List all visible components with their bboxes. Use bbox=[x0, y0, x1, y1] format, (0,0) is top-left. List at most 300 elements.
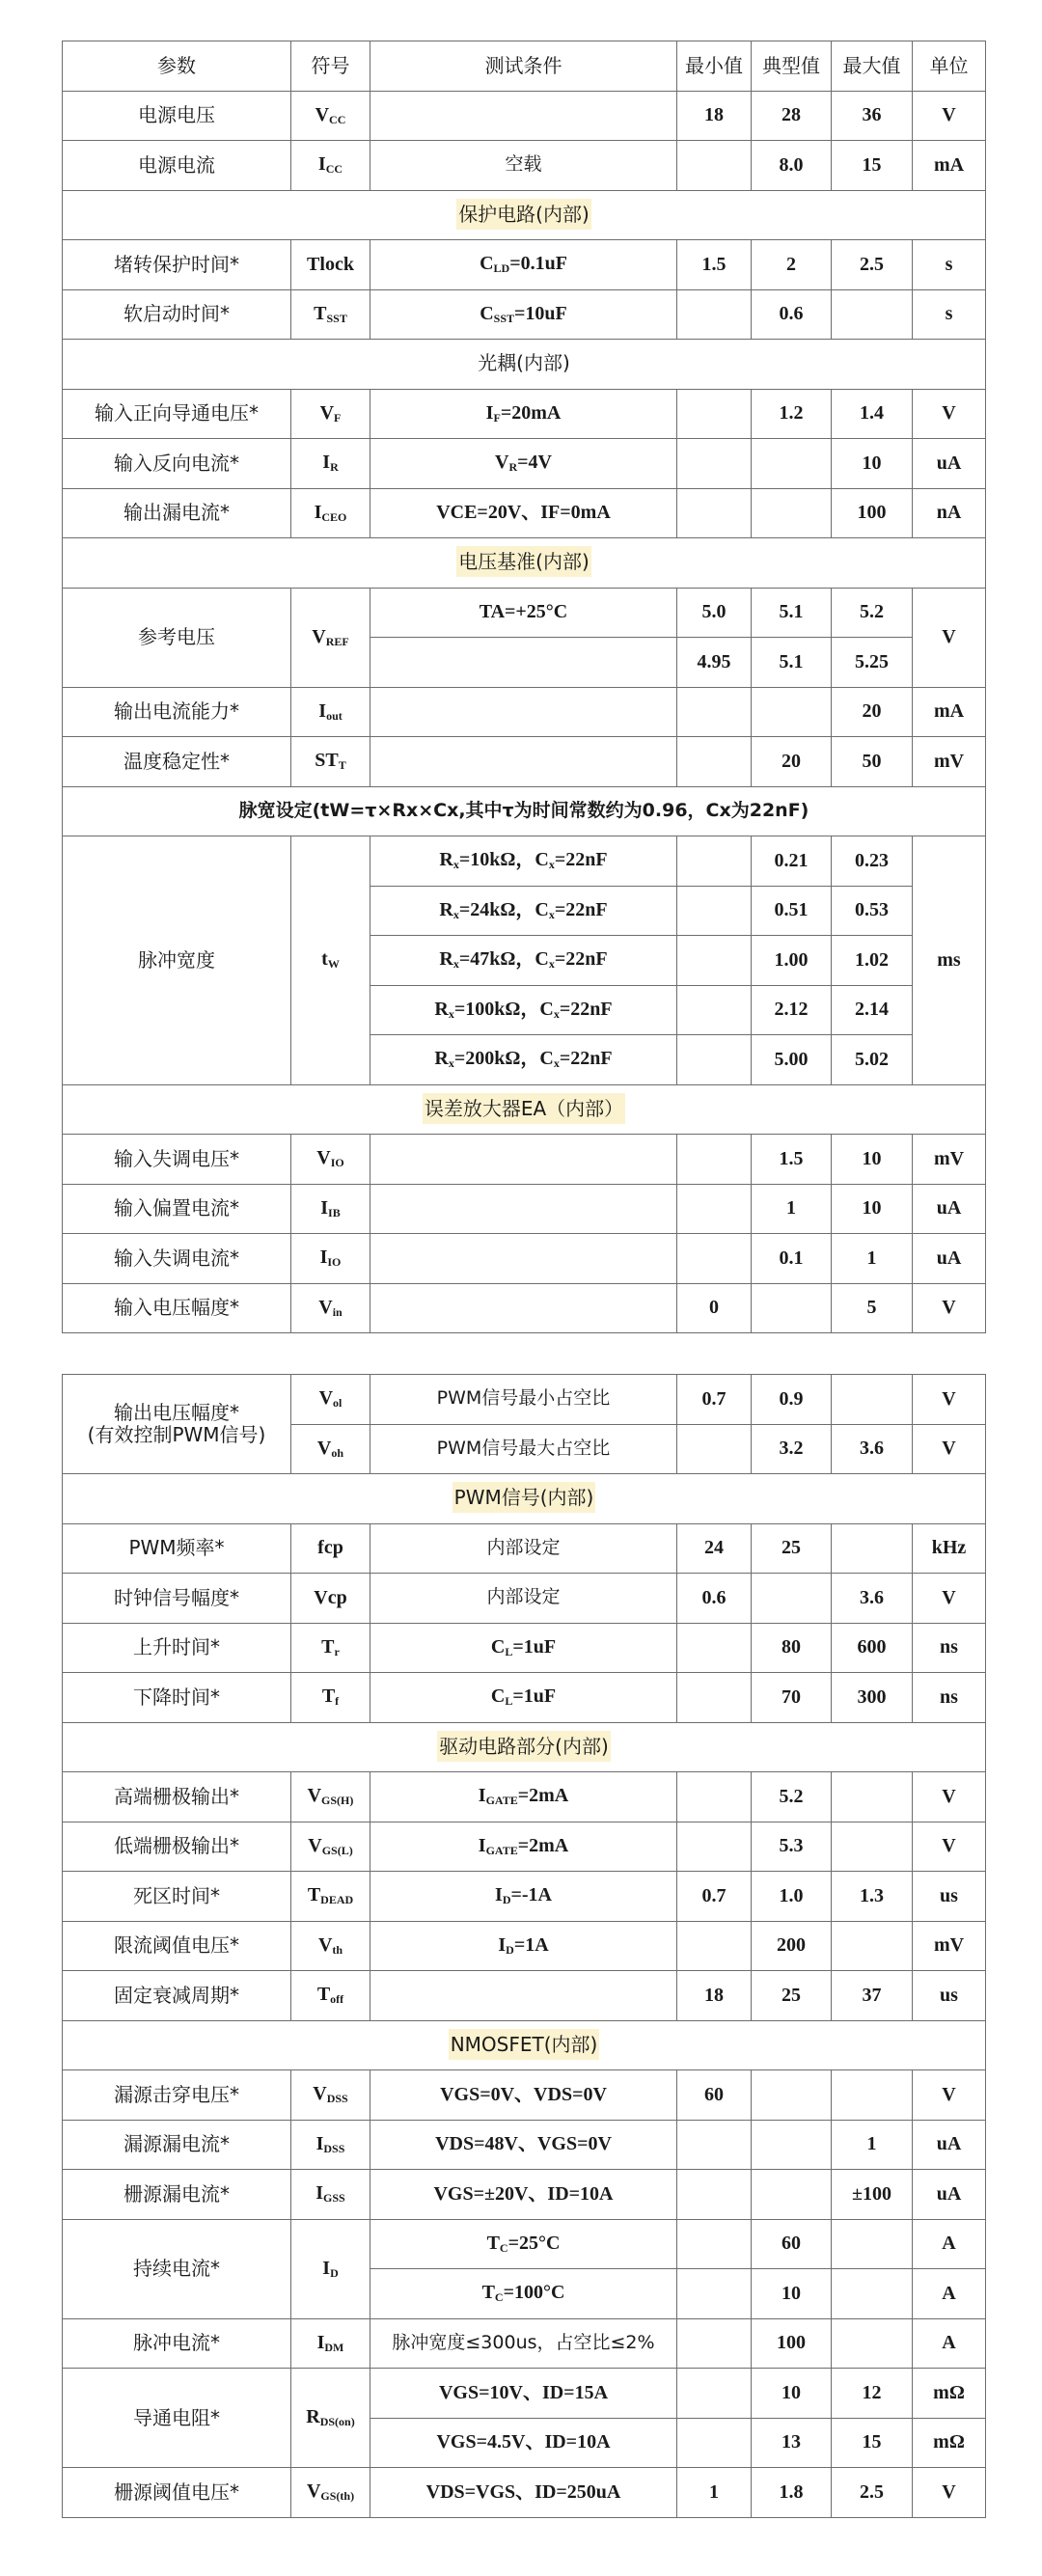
condition: $C_{LD}=0.1uF$ bbox=[370, 240, 677, 290]
min-value bbox=[677, 289, 752, 340]
param-name: 时钟信号幅度* bbox=[63, 1574, 291, 1624]
section-title: 驱动电路部分(内部) bbox=[437, 1731, 611, 1762]
param-name: 高端栅极输出* bbox=[63, 1772, 291, 1822]
max-value bbox=[832, 1375, 913, 1425]
param-name: 输入反向电流* bbox=[63, 439, 291, 489]
section-row-nmosfet bbox=[63, 2020, 986, 2070]
section-row-pulse-note bbox=[63, 786, 986, 836]
max-value: 50 bbox=[832, 737, 913, 787]
max-value: 37 bbox=[832, 1971, 913, 2021]
symbol: $V_{IO}$ bbox=[291, 1135, 370, 1185]
unit: us bbox=[913, 1872, 986, 1922]
min-value bbox=[677, 1234, 752, 1284]
unit: V bbox=[913, 1424, 986, 1474]
table-row bbox=[63, 439, 986, 489]
unit: mA bbox=[913, 687, 986, 737]
table-row bbox=[63, 2369, 986, 2419]
unit: V bbox=[913, 588, 986, 687]
header-symbol: 符号 bbox=[291, 41, 370, 92]
max-value: 15 bbox=[832, 2418, 913, 2468]
typ-value: 10 bbox=[752, 2369, 832, 2419]
param-name: 下降时间* bbox=[63, 1673, 291, 1723]
symbol: $I_{GSS}$ bbox=[291, 2170, 370, 2220]
param-name: 参考电压 bbox=[63, 588, 291, 687]
min-value bbox=[677, 836, 752, 887]
min-value bbox=[677, 1921, 752, 1971]
table-row bbox=[63, 1184, 986, 1234]
unit: V bbox=[913, 1283, 986, 1333]
max-value: 12 bbox=[832, 2369, 913, 2419]
condition: $T_C=100^\circ C$ bbox=[370, 2269, 677, 2319]
min-value bbox=[677, 936, 752, 986]
param-name: 堵转保护时间* bbox=[63, 240, 291, 290]
condition: PWM信号最小占空比 bbox=[370, 1375, 677, 1425]
symbol: $T_{SST}$ bbox=[291, 289, 370, 340]
table-row bbox=[63, 1971, 986, 2021]
param-name: 输出漏电流* bbox=[63, 488, 291, 538]
table-row bbox=[63, 240, 986, 290]
max-value: 15 bbox=[832, 141, 913, 191]
condition: $V_R=4V$ bbox=[370, 439, 677, 489]
condition: PWM信号最大占空比 bbox=[370, 1424, 677, 1474]
unit: mΩ bbox=[913, 2369, 986, 2419]
max-value: 36 bbox=[832, 91, 913, 141]
min-value: 0.6 bbox=[677, 1574, 752, 1624]
typ-value: 0.6 bbox=[752, 289, 832, 340]
min-value bbox=[677, 1035, 752, 1085]
table-row bbox=[63, 2318, 986, 2369]
typ-value: 25 bbox=[752, 1523, 832, 1574]
table-row bbox=[63, 1375, 986, 1425]
min-value bbox=[677, 2418, 752, 2468]
symbol: Vcp bbox=[291, 1574, 370, 1624]
condition bbox=[370, 1283, 677, 1333]
table-row bbox=[63, 2170, 986, 2220]
param-name: 脉冲宽度 bbox=[63, 836, 291, 1085]
param-name: 导通电阻* bbox=[63, 2369, 291, 2468]
unit: V bbox=[913, 1375, 986, 1425]
condition: VCE=20V、IF=0mA bbox=[370, 488, 677, 538]
typ-value bbox=[752, 687, 832, 737]
condition: $I_D=-1A$ bbox=[370, 1872, 677, 1922]
condition bbox=[370, 1135, 677, 1185]
section-row-protection bbox=[63, 190, 986, 240]
section-title: 误差放大器EA（内部） bbox=[423, 1093, 625, 1124]
symbol: fcp bbox=[291, 1523, 370, 1574]
typ-value: 1.5 bbox=[752, 1135, 832, 1185]
min-value bbox=[677, 141, 752, 191]
typ-value bbox=[752, 439, 832, 489]
typ-value: 2.12 bbox=[752, 985, 832, 1035]
min-value bbox=[677, 2318, 752, 2369]
symbol: $V_{oh}$ bbox=[291, 1424, 370, 1474]
min-value bbox=[677, 1135, 752, 1185]
symbol: $V_{ol}$ bbox=[291, 1375, 370, 1425]
symbol: $V_F$ bbox=[291, 389, 370, 439]
condition bbox=[370, 638, 677, 688]
max-value bbox=[832, 1523, 913, 1574]
unit: V bbox=[913, 91, 986, 141]
typ-value: 10 bbox=[752, 2269, 832, 2319]
max-value: 2.14 bbox=[832, 985, 913, 1035]
param-name: 低端栅极输出* bbox=[63, 1822, 291, 1872]
param-name: 上升时间* bbox=[63, 1623, 291, 1673]
typ-value: 3.2 bbox=[752, 1424, 832, 1474]
condition: $I_{GATE}=2mA$ bbox=[370, 1772, 677, 1822]
condition: TA=+25°C bbox=[370, 588, 677, 638]
unit: uA bbox=[913, 1184, 986, 1234]
min-value bbox=[677, 687, 752, 737]
condition: 脉冲宽度≤300us，占空比≤2% bbox=[370, 2318, 677, 2369]
header-max: 最大值 bbox=[832, 41, 913, 92]
table-row bbox=[63, 289, 986, 340]
condition bbox=[370, 1234, 677, 1284]
condition bbox=[370, 737, 677, 787]
symbol: $T_f$ bbox=[291, 1673, 370, 1723]
condition: VGS=10V、ID=15A bbox=[370, 2369, 677, 2419]
unit: mV bbox=[913, 1921, 986, 1971]
param-name: 漏源击穿电压* bbox=[63, 2070, 291, 2121]
min-value bbox=[677, 1424, 752, 1474]
condition: $I_{GATE}=2mA$ bbox=[370, 1822, 677, 1872]
table-row bbox=[63, 2219, 986, 2269]
max-value: 100 bbox=[832, 488, 913, 538]
condition: VGS=±20V、ID=10A bbox=[370, 2170, 677, 2220]
max-value: 1 bbox=[832, 1234, 913, 1284]
min-value: 60 bbox=[677, 2070, 752, 2121]
min-value: 5.0 bbox=[677, 588, 752, 638]
table-row bbox=[63, 737, 986, 787]
condition: VDS=VGS、ID=250uA bbox=[370, 2468, 677, 2518]
param-name: 固定衰减周期* bbox=[63, 1971, 291, 2021]
max-value: 10 bbox=[832, 1135, 913, 1185]
condition: VGS=4.5V、ID=10A bbox=[370, 2418, 677, 2468]
param-name: 电源电压 bbox=[63, 91, 291, 141]
unit: V bbox=[913, 2468, 986, 2518]
symbol: $I_R$ bbox=[291, 439, 370, 489]
min-value bbox=[677, 1184, 752, 1234]
unit: uA bbox=[913, 2170, 986, 2220]
header-typ: 典型值 bbox=[752, 41, 832, 92]
typ-value: 0.21 bbox=[752, 836, 832, 887]
typ-value: 0.9 bbox=[752, 1375, 832, 1425]
typ-value: 5.00 bbox=[752, 1035, 832, 1085]
max-value bbox=[832, 1921, 913, 1971]
symbol: Tlock bbox=[291, 240, 370, 290]
min-value: 18 bbox=[677, 1971, 752, 2021]
min-value bbox=[677, 737, 752, 787]
header-condition: 测试条件 bbox=[370, 41, 677, 92]
typ-value: 8.0 bbox=[752, 141, 832, 191]
typ-value: 5.1 bbox=[752, 638, 832, 688]
pulse-width-note: 脉宽设定(tW=τ×Rx×Cx,其中τ为时间常数约为0.96，Cx为22nF) bbox=[63, 786, 986, 836]
condition: $R_x=10k\Omega$，$C_x=22nF$ bbox=[370, 836, 677, 887]
unit: A bbox=[913, 2219, 986, 2269]
unit: V bbox=[913, 1822, 986, 1872]
spec-table-part-2 bbox=[62, 1374, 986, 2518]
max-value bbox=[832, 2219, 913, 2269]
condition: $R_x=100k\Omega$，$C_x=22nF$ bbox=[370, 985, 677, 1035]
section-row-pwm bbox=[63, 1474, 986, 1524]
max-value: 300 bbox=[832, 1673, 913, 1723]
unit: mA bbox=[913, 141, 986, 191]
symbol: $R_{DS(on)}$ bbox=[291, 2369, 370, 2468]
param-name: 漏源漏电流* bbox=[63, 2120, 291, 2170]
symbol: $V_{DSS}$ bbox=[291, 2070, 370, 2121]
symbol: $T_{off}$ bbox=[291, 1971, 370, 2021]
typ-value: 5.1 bbox=[752, 588, 832, 638]
max-value bbox=[832, 1772, 913, 1822]
condition: $R_x=47k\Omega$，$C_x=22nF$ bbox=[370, 936, 677, 986]
unit: mV bbox=[913, 737, 986, 787]
min-value bbox=[677, 2369, 752, 2419]
max-value bbox=[832, 2269, 913, 2319]
symbol: $I_{IB}$ bbox=[291, 1184, 370, 1234]
max-value: 5.2 bbox=[832, 588, 913, 638]
table-row bbox=[63, 488, 986, 538]
typ-value: 70 bbox=[752, 1673, 832, 1723]
header-unit: 单位 bbox=[913, 41, 986, 92]
max-value: 5 bbox=[832, 1283, 913, 1333]
table-row bbox=[63, 1283, 986, 1333]
typ-value: 200 bbox=[752, 1921, 832, 1971]
min-value bbox=[677, 1822, 752, 1872]
typ-value: 5.3 bbox=[752, 1822, 832, 1872]
max-value: 2.5 bbox=[832, 2468, 913, 2518]
condition: VDS=48V、VGS=0V bbox=[370, 2120, 677, 2170]
header-param: 参数 bbox=[63, 41, 291, 92]
param-name: 死区时间* bbox=[63, 1872, 291, 1922]
min-value: 0 bbox=[677, 1283, 752, 1333]
unit: ns bbox=[913, 1623, 986, 1673]
unit: uA bbox=[913, 1234, 986, 1284]
table-row bbox=[63, 1822, 986, 1872]
max-value bbox=[832, 2318, 913, 2369]
max-value: 1.02 bbox=[832, 936, 913, 986]
unit: uA bbox=[913, 439, 986, 489]
condition: $C_L=1uF$ bbox=[370, 1673, 677, 1723]
max-value: 1 bbox=[832, 2120, 913, 2170]
section-row-driver bbox=[63, 1722, 986, 1772]
table-header-row bbox=[63, 41, 986, 92]
param-name: 输出电流能力* bbox=[63, 687, 291, 737]
section-title: 电压基准(内部) bbox=[456, 546, 591, 577]
param-name: 输入失调电流* bbox=[63, 1234, 291, 1284]
unit: V bbox=[913, 1574, 986, 1624]
min-value bbox=[677, 2269, 752, 2319]
symbol: $V_{REF}$ bbox=[291, 588, 370, 687]
typ-value: 28 bbox=[752, 91, 832, 141]
param-name: 输入电压幅度* bbox=[63, 1283, 291, 1333]
unit: nA bbox=[913, 488, 986, 538]
typ-value bbox=[752, 2070, 832, 2121]
condition bbox=[370, 1184, 677, 1234]
unit: mV bbox=[913, 1135, 986, 1185]
table-row bbox=[63, 2070, 986, 2121]
table-row bbox=[63, 2120, 986, 2170]
condition: $R_x=24k\Omega$，$C_x=22nF$ bbox=[370, 886, 677, 936]
min-value bbox=[677, 2170, 752, 2220]
unit: us bbox=[913, 1971, 986, 2021]
min-value: 1.5 bbox=[677, 240, 752, 290]
max-value: 3.6 bbox=[832, 1424, 913, 1474]
condition: $R_x=200k\Omega$，$C_x=22nF$ bbox=[370, 1035, 677, 1085]
table-row bbox=[63, 1772, 986, 1822]
param-name: 栅源漏电流* bbox=[63, 2170, 291, 2220]
min-value bbox=[677, 1673, 752, 1723]
symbol: $I_{DM}$ bbox=[291, 2318, 370, 2369]
table-row bbox=[63, 1872, 986, 1922]
min-value bbox=[677, 389, 752, 439]
unit: kHz bbox=[913, 1523, 986, 1574]
symbol: $V_{in}$ bbox=[291, 1283, 370, 1333]
min-value bbox=[677, 886, 752, 936]
max-value: 600 bbox=[832, 1623, 913, 1673]
typ-value: 1 bbox=[752, 1184, 832, 1234]
typ-value: 0.1 bbox=[752, 1234, 832, 1284]
min-value bbox=[677, 1772, 752, 1822]
param-name: 输入正向导通电压* bbox=[63, 389, 291, 439]
condition: 内部设定 bbox=[370, 1523, 677, 1574]
condition: $I_F=20mA$ bbox=[370, 389, 677, 439]
unit: V bbox=[913, 1772, 986, 1822]
table-row bbox=[63, 588, 986, 638]
max-value: 5.25 bbox=[832, 638, 913, 688]
typ-value bbox=[752, 1574, 832, 1624]
max-value: ±100 bbox=[832, 2170, 913, 2220]
table-row bbox=[63, 389, 986, 439]
param-name: 限流阈值电压* bbox=[63, 1921, 291, 1971]
table-row bbox=[63, 2468, 986, 2518]
section-row-error-amplifier bbox=[63, 1084, 986, 1135]
max-value bbox=[832, 289, 913, 340]
unit: V bbox=[913, 389, 986, 439]
header-min: 最小值 bbox=[677, 41, 752, 92]
typ-value: 20 bbox=[752, 737, 832, 787]
typ-value: 1.00 bbox=[752, 936, 832, 986]
table-row bbox=[63, 91, 986, 141]
min-value bbox=[677, 985, 752, 1035]
min-value: 4.95 bbox=[677, 638, 752, 688]
symbol: $V_{CC}$ bbox=[291, 91, 370, 141]
param-name: 温度稳定性* bbox=[63, 737, 291, 787]
table-row bbox=[63, 1234, 986, 1284]
condition: 空载 bbox=[370, 141, 677, 191]
section-title: NMOSFET(内部) bbox=[449, 2029, 600, 2060]
condition: 内部设定 bbox=[370, 1574, 677, 1624]
param-name: 栅源阈值电压* bbox=[63, 2468, 291, 2518]
unit: A bbox=[913, 2318, 986, 2369]
min-value: 0.7 bbox=[677, 1872, 752, 1922]
symbol: $I_{DSS}$ bbox=[291, 2120, 370, 2170]
max-value bbox=[832, 2070, 913, 2121]
typ-value: 1.2 bbox=[752, 389, 832, 439]
unit: V bbox=[913, 2070, 986, 2121]
unit: s bbox=[913, 240, 986, 290]
symbol: $I_D$ bbox=[291, 2219, 370, 2318]
max-value: 3.6 bbox=[832, 1574, 913, 1624]
typ-value: 25 bbox=[752, 1971, 832, 2021]
table-row bbox=[63, 1673, 986, 1723]
table-row bbox=[63, 1921, 986, 1971]
typ-value: 100 bbox=[752, 2318, 832, 2369]
typ-value: 1.0 bbox=[752, 1872, 832, 1922]
table-row bbox=[63, 836, 986, 887]
min-value: 24 bbox=[677, 1523, 752, 1574]
symbol: $I_{IO}$ bbox=[291, 1234, 370, 1284]
min-value bbox=[677, 2120, 752, 2170]
condition bbox=[370, 91, 677, 141]
typ-value: 2 bbox=[752, 240, 832, 290]
condition: $C_L=1uF$ bbox=[370, 1623, 677, 1673]
table-row bbox=[63, 1623, 986, 1673]
min-value bbox=[677, 1623, 752, 1673]
table-row bbox=[63, 1523, 986, 1574]
condition bbox=[370, 1971, 677, 2021]
typ-value: 13 bbox=[752, 2418, 832, 2468]
section-title: PWM信号(内部) bbox=[452, 1482, 596, 1513]
max-value: 5.02 bbox=[832, 1035, 913, 1085]
min-value bbox=[677, 439, 752, 489]
table-row bbox=[63, 687, 986, 737]
param-name: 持续电流* bbox=[63, 2219, 291, 2318]
condition: VGS=0V、VDS=0V bbox=[370, 2070, 677, 2121]
max-value: 2.5 bbox=[832, 240, 913, 290]
max-value bbox=[832, 1822, 913, 1872]
section-title: 光耦(内部) bbox=[478, 351, 570, 375]
table-row bbox=[63, 141, 986, 191]
condition bbox=[370, 687, 677, 737]
param-name: 脉冲电流* bbox=[63, 2318, 291, 2369]
typ-value: 0.51 bbox=[752, 886, 832, 936]
typ-value: 60 bbox=[752, 2219, 832, 2269]
unit: mΩ bbox=[913, 2418, 986, 2468]
typ-value: 80 bbox=[752, 1623, 832, 1673]
symbol: $T_r$ bbox=[291, 1623, 370, 1673]
spec-table-part-1 bbox=[62, 41, 986, 1333]
max-value: 10 bbox=[832, 439, 913, 489]
section-row-optocoupler bbox=[63, 340, 986, 390]
typ-value bbox=[752, 1283, 832, 1333]
symbol: $I_{CEO}$ bbox=[291, 488, 370, 538]
param-name: 输入偏置电流* bbox=[63, 1184, 291, 1234]
param-name: PWM频率* bbox=[63, 1523, 291, 1574]
symbol: $V_{GS(H)}$ bbox=[291, 1772, 370, 1822]
section-title: 保护电路(内部) bbox=[456, 199, 591, 230]
section-row-vref bbox=[63, 538, 986, 589]
min-value: 18 bbox=[677, 91, 752, 141]
typ-value bbox=[752, 2170, 832, 2220]
table-row bbox=[63, 1574, 986, 1624]
condition: $C_{SST}=10uF$ bbox=[370, 289, 677, 340]
min-value bbox=[677, 2219, 752, 2269]
typ-value: 1.8 bbox=[752, 2468, 832, 2518]
unit: s bbox=[913, 289, 986, 340]
param-name: 软启动时间* bbox=[63, 289, 291, 340]
symbol: $T_{DEAD}$ bbox=[291, 1872, 370, 1922]
max-value: 1.4 bbox=[832, 389, 913, 439]
symbol: $ST_T$ bbox=[291, 737, 370, 787]
min-value bbox=[677, 488, 752, 538]
param-name: 输入失调电压* bbox=[63, 1135, 291, 1185]
condition: $T_C=25^\circ C$ bbox=[370, 2219, 677, 2269]
unit: A bbox=[913, 2269, 986, 2319]
unit: ns bbox=[913, 1673, 986, 1723]
max-value: 0.53 bbox=[832, 886, 913, 936]
symbol: $V_{GS(th)}$ bbox=[291, 2468, 370, 2518]
max-value: 20 bbox=[832, 687, 913, 737]
min-value: 1 bbox=[677, 2468, 752, 2518]
